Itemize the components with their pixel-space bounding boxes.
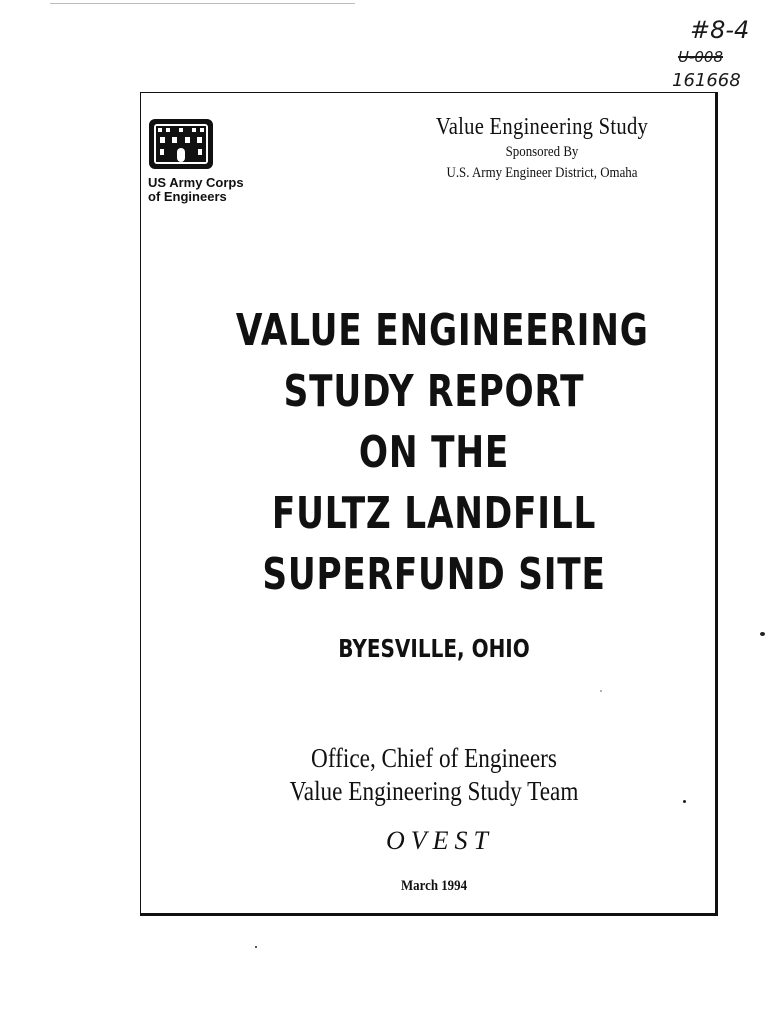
title-line-5: SUPERFUND SITE — [262, 549, 606, 600]
corps-logo — [148, 118, 288, 204]
scan-speck — [600, 690, 602, 692]
location: BYESVILLE, OHIO — [338, 634, 530, 663]
sponsor-title: Value Engineering Study — [435, 114, 649, 140]
title-line-3: ON THE — [358, 427, 510, 478]
title-line-4: FULTZ LANDFILL — [271, 488, 597, 539]
handwritten-note-number: #8-4 — [690, 16, 750, 44]
office-line-2: Value Engineering Study Team — [289, 776, 579, 806]
logo-line-1: US Army Corps — [148, 175, 244, 190]
scan-speck — [683, 800, 686, 803]
sponsor-block — [392, 112, 692, 184]
sponsor-district: U.S. Army Engineer District, Omaha — [446, 165, 638, 181]
scan-speck — [760, 632, 765, 636]
title-line-2: STUDY REPORT — [283, 366, 585, 417]
handwritten-note-id: 161668 — [672, 70, 741, 91]
castle-icon — [148, 118, 214, 170]
scan-speck — [255, 946, 257, 948]
sponsored-by: Sponsored By — [505, 144, 579, 160]
office-line-1: Office, Chief of Engineers — [311, 743, 557, 773]
title-line-1: VALUE ENGINEERING — [235, 305, 649, 356]
team-acronym: OVEST — [386, 826, 494, 855]
report-title — [180, 300, 688, 605]
office-block — [180, 742, 688, 808]
handwritten-note-struck: U-008 — [678, 48, 724, 66]
logo-line-2: of Engineers — [148, 189, 227, 204]
scan-artifact-line — [50, 3, 355, 4]
report-date: March 1994 — [400, 878, 468, 894]
